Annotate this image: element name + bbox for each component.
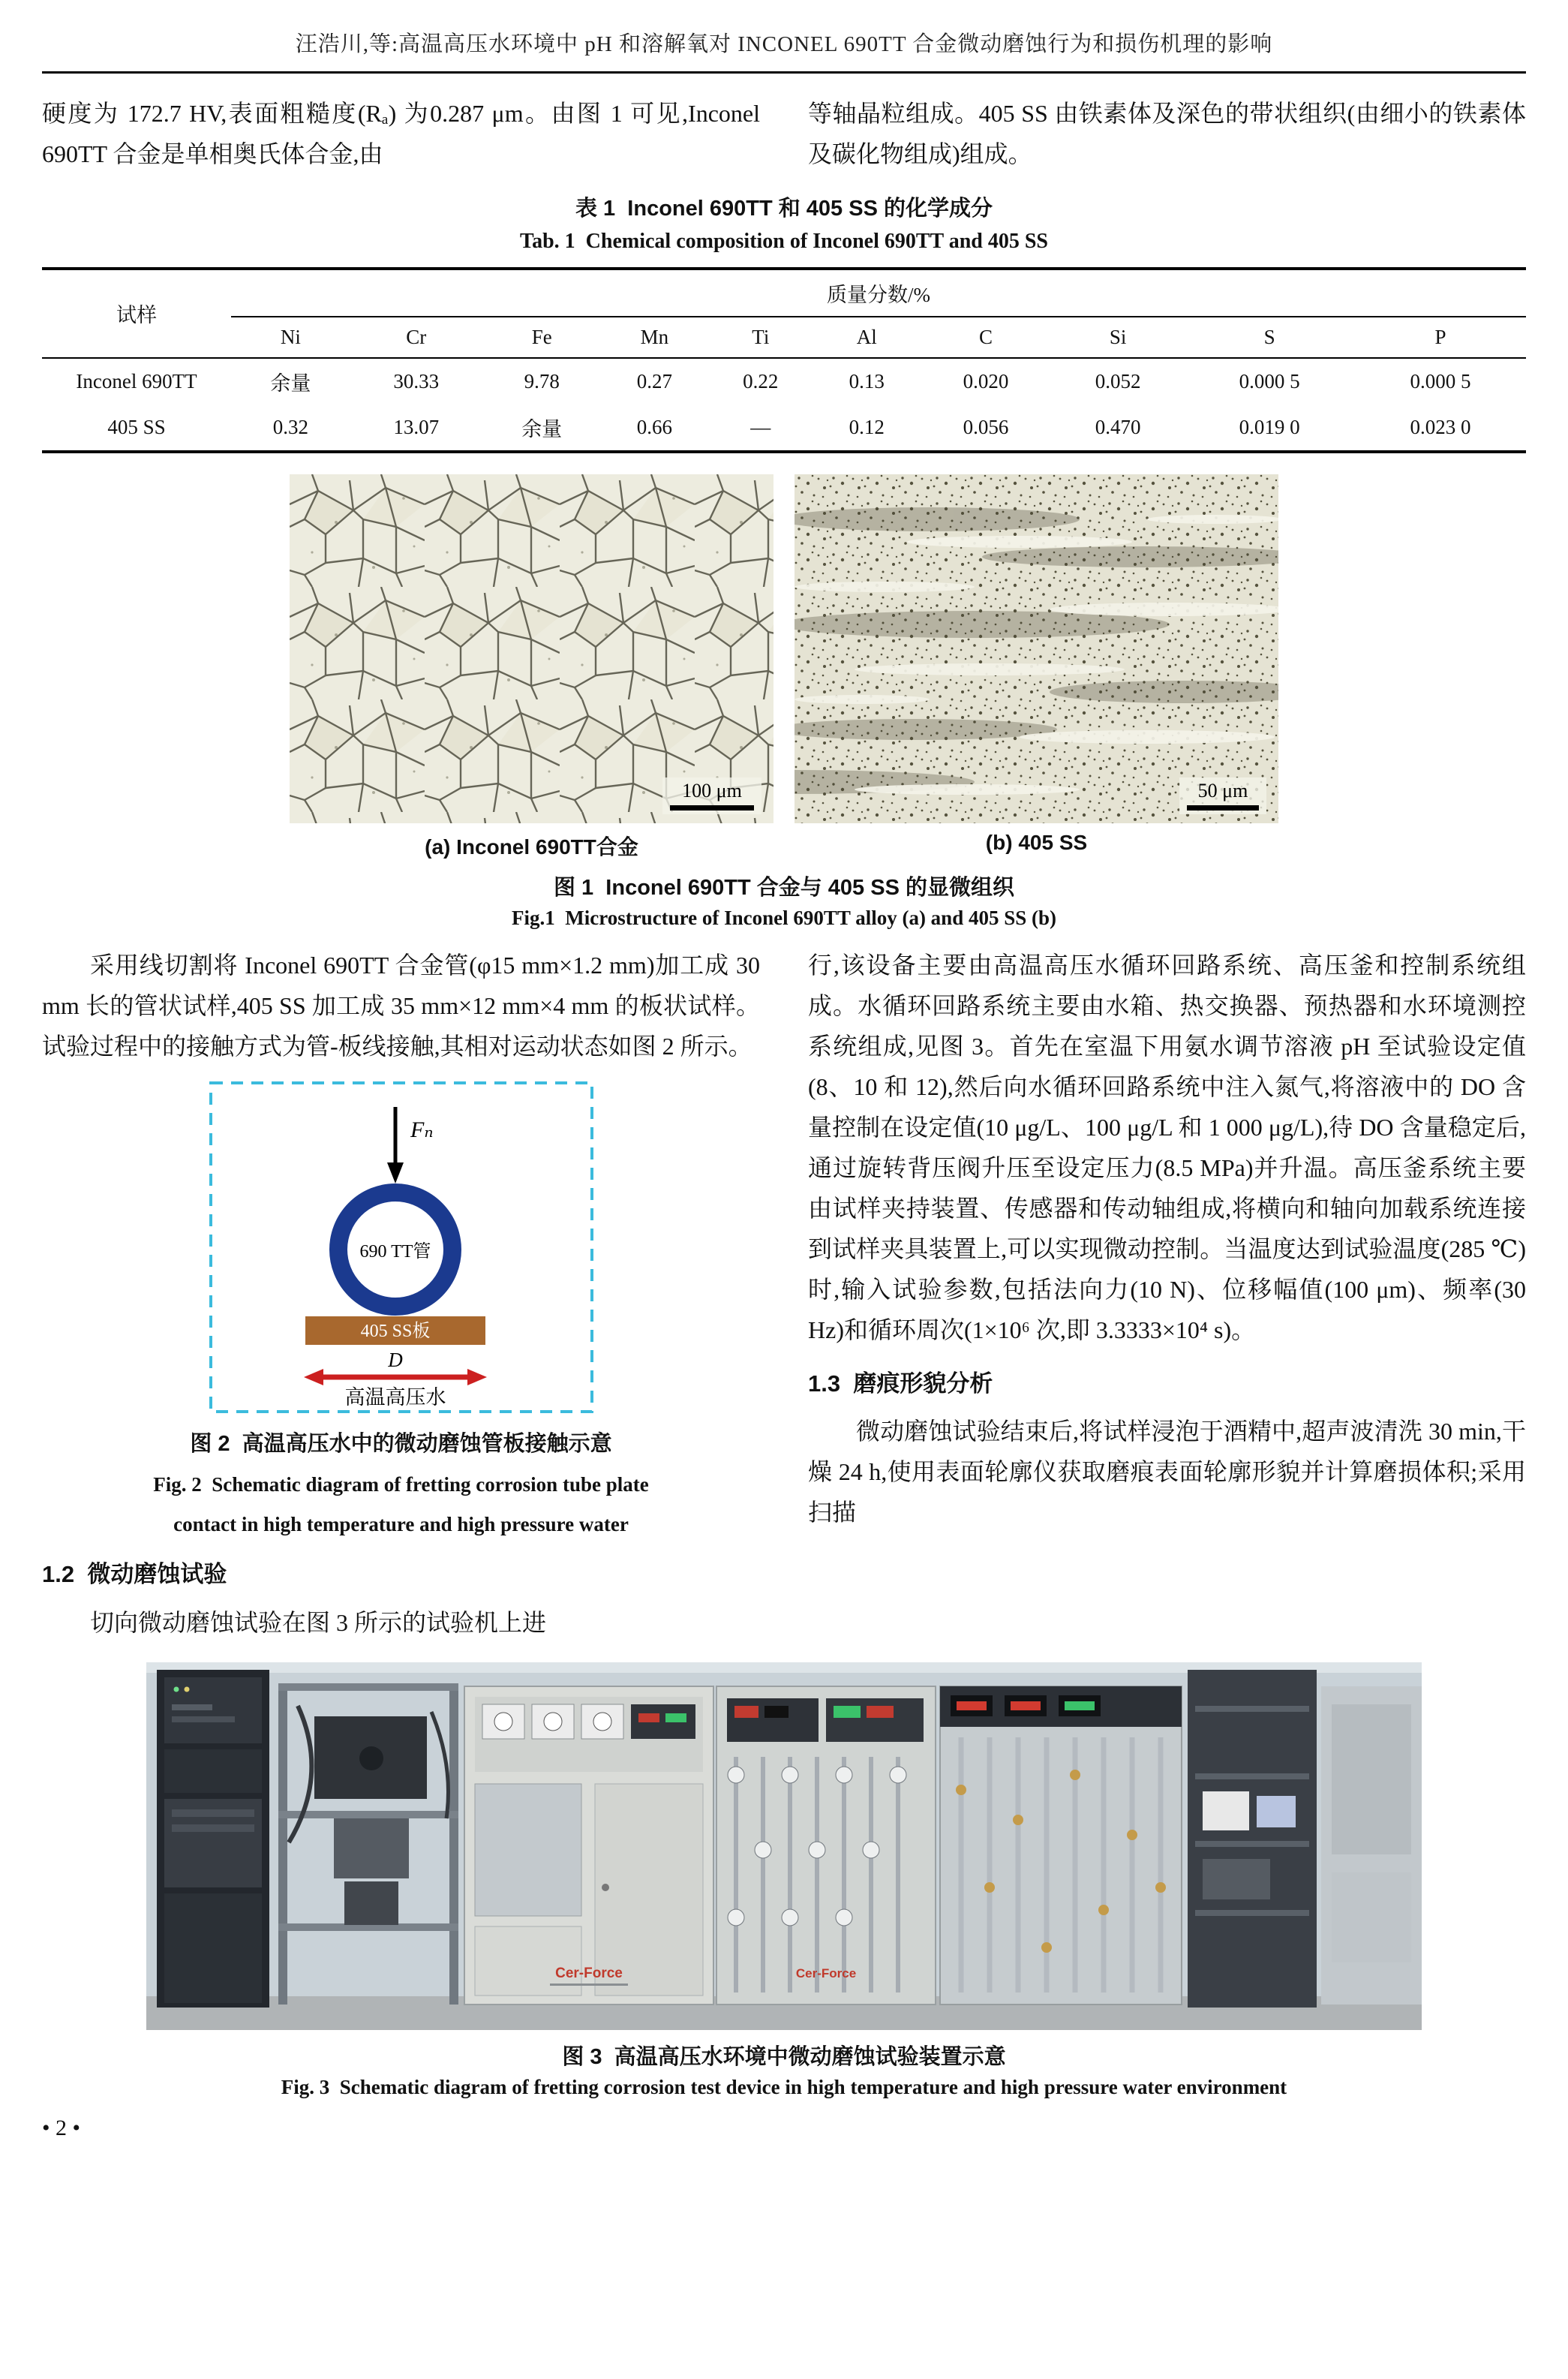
table-col-header: C bbox=[920, 317, 1052, 358]
right-wall-panel bbox=[1321, 1686, 1422, 2005]
figure1-caption bbox=[42, 871, 1526, 930]
table-cell: 0.27 bbox=[636, 369, 672, 392]
table-cell-sample: 405 SS bbox=[107, 415, 166, 438]
figure1-label-a: (a) Inconel 690TT合金 bbox=[425, 835, 638, 859]
figure3-photo bbox=[146, 1662, 1422, 2030]
force-label: Fₙ bbox=[410, 1117, 433, 1143]
figure2-caption-en-2: contact in high temperature and high pressure water bbox=[173, 1512, 629, 1535]
table-cell: 0.12 bbox=[849, 415, 885, 438]
intro-section bbox=[42, 93, 1526, 175]
scalebar-b bbox=[1179, 777, 1266, 814]
instrument-panel bbox=[940, 1686, 1182, 2005]
figure1-images bbox=[42, 474, 1526, 823]
header-rule bbox=[42, 71, 1526, 74]
section-heading-1-2: 1.2 微动磨蚀试验 bbox=[42, 1561, 227, 1588]
scalebar-b-bar bbox=[1187, 805, 1259, 811]
figure1-caption-en: Fig.1 Microstructure of Inconel 690TT alloy (a) and 405 SS (b) bbox=[511, 906, 1056, 929]
table-cell: 0.023 0 bbox=[1410, 415, 1471, 438]
table-col-header: Mn bbox=[602, 317, 707, 358]
table-cell: 0.020 bbox=[963, 369, 1009, 392]
figure1-micrograph-a bbox=[290, 474, 773, 823]
table-row bbox=[42, 405, 1526, 452]
table-cell: 0.470 bbox=[1095, 415, 1141, 438]
figure1-sublabels bbox=[42, 831, 1526, 861]
intro-left-paragraph: 硬度为 172.7 HV,表面粗糙度(Rₐ) 为0.287 μm。由图 1 可见,Inconel 690TT 合金是单相奥氏体合金,由 bbox=[42, 100, 760, 168]
valve-cabinet bbox=[716, 1686, 936, 2005]
plate-label: 405 SS板 bbox=[360, 1322, 430, 1342]
table-cell-sample: Inconel 690TT bbox=[76, 369, 197, 392]
displacement-label: D bbox=[387, 1349, 403, 1372]
figure1-label-b: (b) 405 SS bbox=[985, 830, 1088, 854]
table-cell: 0.000 5 bbox=[1239, 369, 1300, 392]
table-cell: 余量 bbox=[521, 417, 563, 441]
table-cell: 0.056 bbox=[963, 415, 1009, 438]
scalebar-a-bar bbox=[670, 805, 754, 811]
table-col-header: P bbox=[1355, 317, 1526, 358]
displacement-arrow bbox=[304, 1369, 487, 1385]
table-col-header: Fe bbox=[482, 317, 602, 358]
control-cabinet bbox=[464, 1686, 713, 2005]
table-cell: 0.019 0 bbox=[1239, 415, 1300, 438]
table1-title-en: Tab. 1 Chemical composition of Inconel 690TT and 405 SS bbox=[519, 229, 1049, 253]
figure2-schematic bbox=[206, 1078, 596, 1416]
scalebar-a-label: 100 μm bbox=[682, 779, 742, 802]
table-cell: 30.33 bbox=[393, 369, 440, 392]
body-right-column bbox=[808, 945, 1526, 1643]
figure2-caption-en-1: Fig. 2 Schematic diagram of fretting corrosion tube plate bbox=[153, 1473, 649, 1496]
table-row bbox=[42, 358, 1526, 405]
micrograph-b-image bbox=[795, 474, 1278, 823]
running-header bbox=[42, 27, 1526, 74]
table-col-header: Cr bbox=[350, 317, 482, 358]
tube-label: 690 TT管 bbox=[359, 1242, 431, 1262]
section-1-2-paragraph: 切向微动磨蚀试验在图 3 所示的试验机上进 bbox=[90, 1608, 547, 1636]
table-header-group: 质量分数/% bbox=[231, 269, 1526, 317]
table-cell: 0.000 5 bbox=[1410, 369, 1471, 392]
table-cell: 0.052 bbox=[1095, 369, 1141, 392]
figure2-caption bbox=[42, 1426, 760, 1541]
table-col-header: S bbox=[1184, 317, 1355, 358]
table-col-header: Si bbox=[1052, 317, 1184, 358]
intro-right-paragraph: 等轴晶粒组成。405 SS 由铁素体及深色的带状组织(由细小的铁素体及碳化物组成)组成。 bbox=[808, 100, 1526, 168]
normal-force-arrow bbox=[387, 1107, 404, 1183]
table-cell: 9.78 bbox=[524, 369, 560, 392]
apparatus-paragraph: 行,该设备主要由高温高压水循环回路系统、高压釜和控制系统组成。水循环回路系统主要由水箱、热交换器、预热器和水环境测控系统组成,见图 3。首先在室温下用氨水调节溶液 pH 至试验设定值(8、10 和 12),然后向水循环回路系统中注入氮气,将溶液中的 DO 含量控制在设定值(10 μg/L、100 μg/L 和 1 000 μg/L),待 DO 含量稳定后,通过旋转背压阀升压至设定压力(8.5 MPa)并升温。高压釜系统主要由试样夹持装置、传感器和传动轴组成,将横向和轴向加载系统连接到试样夹具装置上,可以实现微动控制。当温度达到试验温度(285 ℃)时,输入试验参数,包括法向力(10 N)、位移幅值(100 μm)、频率(30 Hz)和循环周次(1×10⁶ 次,即 3.3333×10⁴ s)。 bbox=[808, 951, 1526, 1344]
right-equipment-rack bbox=[1188, 1670, 1317, 2008]
section-heading-1-3: 1.3 磨痕形貌分析 bbox=[808, 1370, 993, 1397]
micrograph-a-image bbox=[290, 474, 773, 823]
scalebar-a bbox=[662, 777, 761, 814]
body-section bbox=[42, 945, 1526, 1643]
scalebar-b-label: 50 μm bbox=[1197, 779, 1248, 802]
equipment-logo: Cer-Force bbox=[555, 1965, 623, 1981]
table-chemical-composition bbox=[42, 267, 1526, 453]
figure3-caption-en: Fig. 3 Schematic diagram of fretting corrosion test device in high temperature and high pressure water environment bbox=[281, 2075, 1287, 2098]
figure3 bbox=[42, 1662, 1526, 2099]
page-number: • 2 • bbox=[42, 2115, 81, 2140]
figure1-micrograph-b bbox=[795, 474, 1278, 823]
specimen-paragraph: 采用线切割将 Inconel 690TT 合金管(φ15 mm×1.2 mm)加工成 30 mm 长的管状试样,405 SS 加工成 35 mm×12 mm×4 mm 的板状试样。试验过程中的接触方式为管-板线接触,其相对运动状态如图 2 所示。 bbox=[42, 951, 760, 1060]
figure2 bbox=[42, 1078, 760, 1541]
table-cell: 0.13 bbox=[849, 369, 885, 392]
figure2-caption-zh: 图 2 高温高压水中的微动磨蚀管板接触示意 bbox=[190, 1432, 612, 1457]
table-col-header: Ni bbox=[231, 317, 350, 358]
figure3-caption bbox=[42, 2040, 1526, 2099]
section-1-3-paragraph: 微动磨蚀试验结束后,将试样浸泡于酒精中,超声波清洗 30 min,干燥 24 h,使用表面轮廓仪获取磨痕表面轮廓形貌并计算磨损体积;采用扫描 bbox=[808, 1417, 1526, 1526]
figure1-caption-zh: 图 1 Inconel 690TT 合金与 405 SS 的显微组织 bbox=[554, 875, 1014, 900]
table-cell: 0.32 bbox=[272, 415, 308, 438]
body-left-column bbox=[42, 945, 760, 1643]
table-cell: 余量 bbox=[270, 371, 311, 395]
equipment-logo-2: Cer-Force bbox=[795, 1965, 857, 1980]
table-cell: 13.07 bbox=[393, 415, 440, 438]
table1-title-zh: 表 1 Inconel 690TT 和 405 SS 的化学成分 bbox=[575, 196, 993, 221]
figure1 bbox=[42, 474, 1526, 930]
table-header-sample: 试样 bbox=[42, 269, 231, 358]
left-equipment-rack bbox=[157, 1670, 269, 2008]
table-col-header: Ti bbox=[707, 317, 813, 358]
table-cell: 0.66 bbox=[636, 415, 672, 438]
table-col-header: Al bbox=[814, 317, 920, 358]
figure3-caption-zh: 图 3 高温高压水环境中微动磨蚀试验装置示意 bbox=[562, 2044, 1006, 2069]
running-title: 汪浩川,等:高温高压水环境中 pH 和溶解氧对 INCONEL 690TT 合金微动磨蚀行为和损伤机理的影响 bbox=[295, 32, 1273, 56]
table-cell: — bbox=[750, 415, 771, 438]
table-cell: 0.22 bbox=[743, 369, 779, 392]
water-label: 高温高压水 bbox=[344, 1386, 446, 1409]
